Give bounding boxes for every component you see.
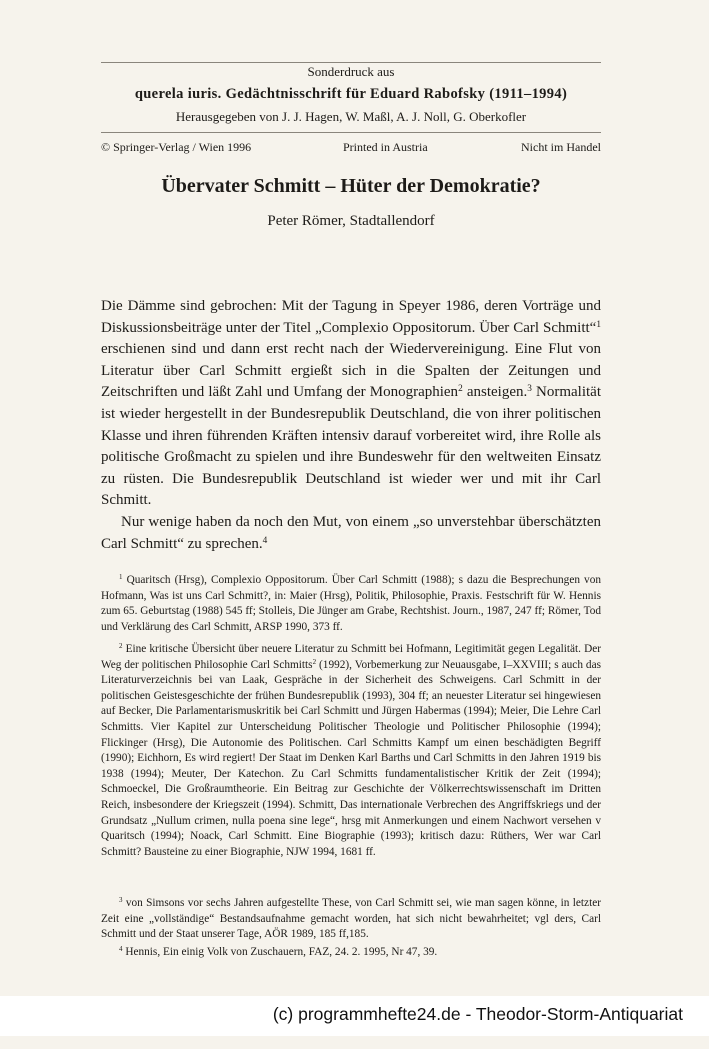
footnote-2 [101, 642, 601, 860]
editors-line: Herausgegeben von J. J. Hagen, W. Maßl, A. J. Noll, G. Oberkofler [175, 109, 527, 124]
footnote-text: (1992), Vorbemerkung zur Neuausgabe, I–XXVIII; s auch das Literaturverzeichnis bei van Laak, Gespräche in der Sicherheit des Schweigens. Carl Schmitt in der politischen Geistesgeschichte der frühen Bundesrepublik (1993), 304 ff; an neuester Literatur sei hingewiesen auf Becker, Die Parlamentarismuskritik bei Carl Schmitt und Jürgen Habermas (1994); Meier, Die Lehre Carl Schmitts. Vier Kapitel zur Unterscheidung Politischer Theologie und Politischer Philosophie (1994); Flickinger (Hrsg), Die Autonomie des Politischen. Carl Schmitts Kampf um einen beschädigten Begriff (1990); Eichhorn, Es wird regiert! Der Staat im Denken Karl Barths und Carl Schmitts in den Jahren 1919 bis 1938 (1994); Meuter, Der Katechon. Zu Carl Schmitts fundamentalistischer Kritik der Zeit (1994); Schmoeckel, Die Großraumtheorie. Ein Beitrag zur Geschichte der Völkerrechtswissenschaft im Dritten Reich, insbesondere der Kriegszeit (1994). Schmitt, Das internationale Verbrechen des Angriffskriegs und der Grundsatz „Nullum crimen, nulla poena sine lege“, hrsg mit Anmerkungen und einem Nachwort versehen v Quaritsch (1994); Noack, Carl Schmitt. Eine Biographie (1993); kritisch dazu: Rüthers, Wer war Carl Schmitt? Bausteine zu einer Biographie, NJW 1994, 1681 ff. [101, 658, 601, 858]
not-for-sale: Nicht im Handel [521, 140, 601, 154]
printed-in: Printed in Austria [343, 140, 428, 154]
header-bottom-rule [101, 132, 601, 133]
footnote-ref: 4 [262, 535, 268, 546]
footnote-4 [101, 945, 601, 961]
footnote-number: 3 [119, 896, 123, 905]
footnote-ref: 3 [527, 384, 532, 395]
paragraph-text: Normalität ist wieder hergestellt in der Bundesrepublik Deutschland, die von ihrer politischen Klasse und ihren führenden Kräften intensiv darauf vorbereitet wird, ihre Rolle als politische Großmacht zu spielen und ihre Bundeswehr für den weltweiten Einsatz zu rüsten. Die Bundesrepublik Deutschland ist wieder wer und mit ihr Carl Schmitt. [101, 384, 601, 509]
watermark-text: (c) programmhefte24.de - Theodor-Storm-Antiquariat [272, 1004, 683, 1024]
edition-superscript: 2 [312, 657, 317, 666]
paragraph-text: erschienen sind und dann erst recht nach der Wiedervereinigung. Eine Flut von Literatur über Carl Schmitt ergießt sich in die Spalten der Zeitungen und Zeitschriften und läßt Zahl und Umfang der Monographien [101, 341, 601, 401]
header-top-rule [101, 62, 601, 63]
footnote-text: von Simsons vor sechs Jahren aufgestellte These, von Carl Schmitt sei, wie man sagen könne, in letzter Zeit eine „vollständige“ Bestandsaufnahme gemacht worden, hat sich nicht bewahrheitet; vgl ders, Carl Schmitt und der Staat unserer Tage, AÖR 1989, 185 ff,185. [101, 897, 601, 941]
footnote-ref: 2 [458, 384, 463, 395]
article-title: Übervater Schmitt – Hüter der Demokratie? [161, 175, 541, 197]
paragraph-text: Die Dämme sind gebrochen: Mit der Tagung in Speyer 1986, deren Vorträge und Diskussionsbeiträge unter der Titel „Complexio Oppositorum. Über Carl Schmitt“ [101, 298, 601, 336]
body-paragraph-1 [101, 296, 601, 512]
paragraph-text: Nur wenige haben da noch den Mut, von einem „so unverstehbar überschätzten Carl Schmitt“ zu sprechen. [101, 514, 601, 552]
body-paragraph-2 [101, 512, 601, 555]
publisher-copyright: © Springer-Verlag / Wien 1996 [101, 140, 252, 154]
footnote-text: Quaritsch (Hrsg), Complexio Oppositorum. Über Carl Schmitt (1988); s dazu die Besprechungen von Hofmann, Was ist uns Carl Schmitt?, in: Maier (Hrsg), Politik, Philosophie, Praxis. Festschrift für W. Hennis zum 65. Geburtstag (1988) 545 ff; Stolleis, Die Jünger am Grabe, Rechtshist. Journ., 1987, 247 ff; Römer, Tod und Verklärung des Carl Schmitt, ARSP 1990, 373 ff. [101, 574, 602, 633]
paragraph-text: ansteigen. [462, 384, 528, 401]
footnote-1 [101, 573, 601, 635]
watermark-banner [0, 996, 709, 1036]
footnote-ref: 1 [596, 319, 601, 330]
footnote-text: Eine kritische Übersicht über neuere Literatur zu Schmitt bei Hofmann, Legitimität gegen Legalität. Der Weg der politischen Philosophie Carl Schmitts [101, 643, 602, 671]
source-publication: querela iuris. Gedächtnisschrift für Eduard Rabofsky (1911–1994) [134, 86, 568, 102]
footnote-number: 2 [119, 642, 123, 651]
footnote-number: 4 [119, 945, 123, 954]
article-author: Peter Römer, Stadtallendorf [267, 213, 435, 229]
footnote-text: Hennis, Ein einig Volk von Zuschauern, FAZ, 24. 2. 1995, Nr 47, 39. [125, 946, 438, 958]
footnote-number: 1 [119, 573, 123, 582]
footnote-3 [101, 896, 601, 943]
offprint-label: Sonderdruck aus [307, 64, 395, 79]
